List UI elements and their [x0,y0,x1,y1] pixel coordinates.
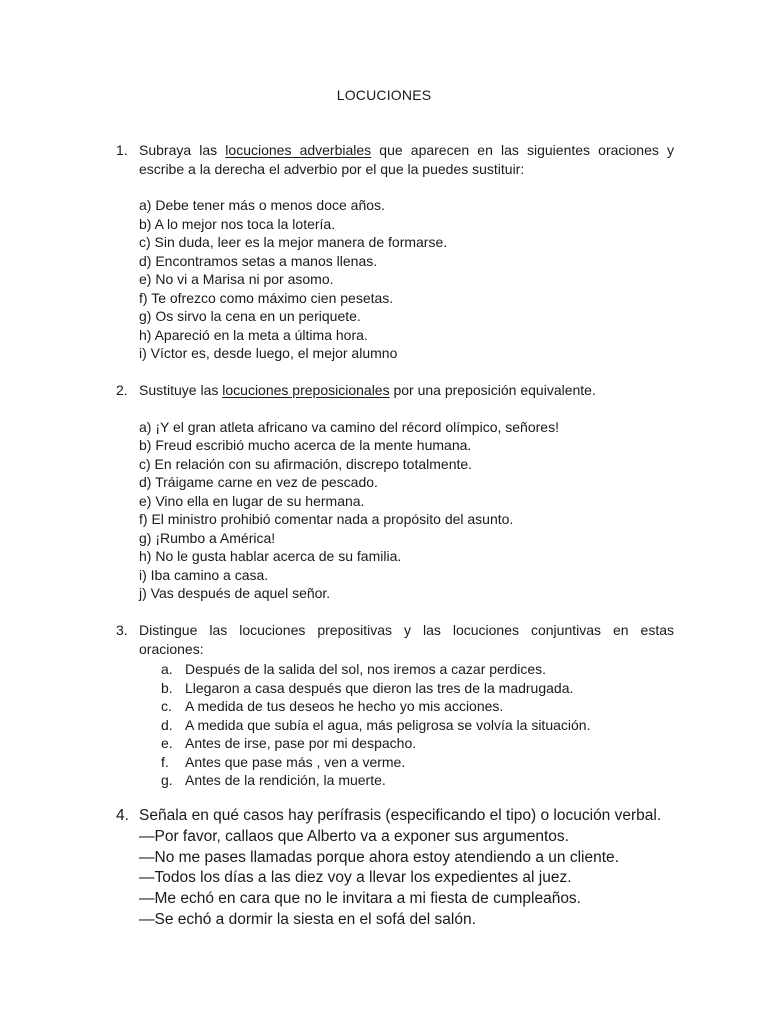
exercise-instructions-line: Distingue las locuciones prepositivas y las locuciones conjuntivas en estas [139,622,674,638]
sentence-item: e) Vino ella en lugar de su hermana. [139,492,365,509]
exercise-instructions-line: oraciones: [139,640,204,657]
sentence-item: d) Tráigame carne en vez de pescado. [139,474,378,490]
sentence-text: Llegaron a casa después que dieron las tres de la madrugada. [185,679,574,696]
sentence-item [139,753,674,772]
sentence-item: g) ¡Rumbo a América! [139,529,276,546]
sentence-item: h) No le gusta hablar acerca de su familia. [139,548,402,564]
sentence-item: e) No vi a Marisa ni por asomo. [139,271,334,287]
exercise-instructions-line: escribe a la derecha el adverbio por el que la puedes sustituir: [139,160,525,177]
exercise-number: 4. [116,807,129,824]
list-marker: a. [161,661,173,677]
sentence-text: A medida de tus deseos he hecho yo mis acciones. [185,698,504,714]
sentence-text: Antes de irse, pase por mi despacho. [185,735,417,751]
instruction-text: por una preposición equivalente. [389,382,596,398]
sentence-text: Después de la salida del sol, nos iremos a cazar perdices. [185,661,547,677]
sentence-item: f) Te ofrezco como máximo cien pesetas. [139,289,394,306]
exercise-instructions-line [139,141,674,160]
instruction-text: Sustituye las [139,382,223,398]
sentence-item [139,771,674,790]
instruction-text: que aparecen en las siguientes oraciones y [371,142,674,158]
sentence-item: b) Freud escribió mucho acerca de la mente humana. [139,437,472,453]
list-marker: f. [161,753,169,770]
sentence-list [139,418,674,603]
dialogue-list [139,827,716,931]
sentence-item: c) Sin duda, leer es la mejor manera de formarse. [139,234,448,250]
underlined-term: locuciones preposicionales [222,382,390,398]
sentence-item [139,734,674,753]
instruction-text: Subraya las [139,142,226,158]
sentence-item: g) Os sirvo la cena en un periquete. [139,308,361,324]
sentence-text: A medida que subía el agua, más peligrosa se volvía la situación. [185,716,591,733]
exercise-2 [116,381,674,603]
exercise-4 [116,806,716,931]
sentence-item: a) Debe tener más o menos doce años. [139,197,385,213]
list-marker: e. [161,735,173,751]
dialogue-line: —Se echó a dormir la siesta en el sofá del salón. [139,910,476,928]
sentence-list [139,660,674,790]
sentence-item [139,660,674,679]
sentence-item: c) En relación con su afirmación, discrepo totalmente. [139,455,473,472]
dialogue-line: —No me pases llamadas porque ahora estoy atendiendo a un cliente. [139,848,619,866]
sentence-item [139,679,674,698]
exercise-number: 2. [116,382,128,398]
sentence-item: i) Iba camino a casa. [139,566,269,583]
sentence-item: d) Encontramos setas a manos llenas. [139,252,378,269]
exercise-instructions-line [139,381,674,400]
sentence-item: j) Vas después de aquel señor. [139,585,331,601]
exercise-number: 1. [116,142,128,158]
exercise-number: 3. [116,622,128,638]
sentence-item [139,716,674,735]
dialogue-line: —Todos los días a las diez voy a llevar los expedientes al juez. [139,869,572,887]
sentence-item: f) El ministro prohibió comentar nada a propósito del asunto. [139,511,514,527]
list-marker: b. [161,679,173,696]
dialogue-line: —Por favor, callaos que Alberto va a exponer sus argumentos. [139,827,569,845]
list-marker: d. [161,716,173,733]
dialogue-line: —Me echó en cara que no le invitara a mi fiesta de cumpleaños. [139,890,581,908]
exercise-3 [116,621,674,790]
underlined-term: locuciones adverbiales [225,142,372,158]
page-title: LOCUCIONES [336,87,432,103]
list-marker: g. [161,772,173,788]
sentence-item: b) A lo mejor nos toca la lotería. [139,215,336,232]
sentence-text: Antes de la rendición, la muerte. [185,772,386,788]
exercise-instructions-line: Señala en qué casos hay perífrasis (especificando el tipo) o locución verbal. [139,807,662,824]
sentence-text: Antes que pase más , ven a verme. [185,753,406,770]
exercise-1 [116,141,674,363]
sentence-item: h) Apareció en la meta a última hora. [139,326,368,343]
sentence-item: a) ¡Y el gran atleta africano va camino del récord olímpico, señores! [139,418,559,435]
list-marker: c. [161,698,172,714]
sentence-item: i) Víctor es, desde luego, el mejor alumno [139,345,398,361]
sentence-list [139,196,674,363]
sentence-item [139,697,674,716]
